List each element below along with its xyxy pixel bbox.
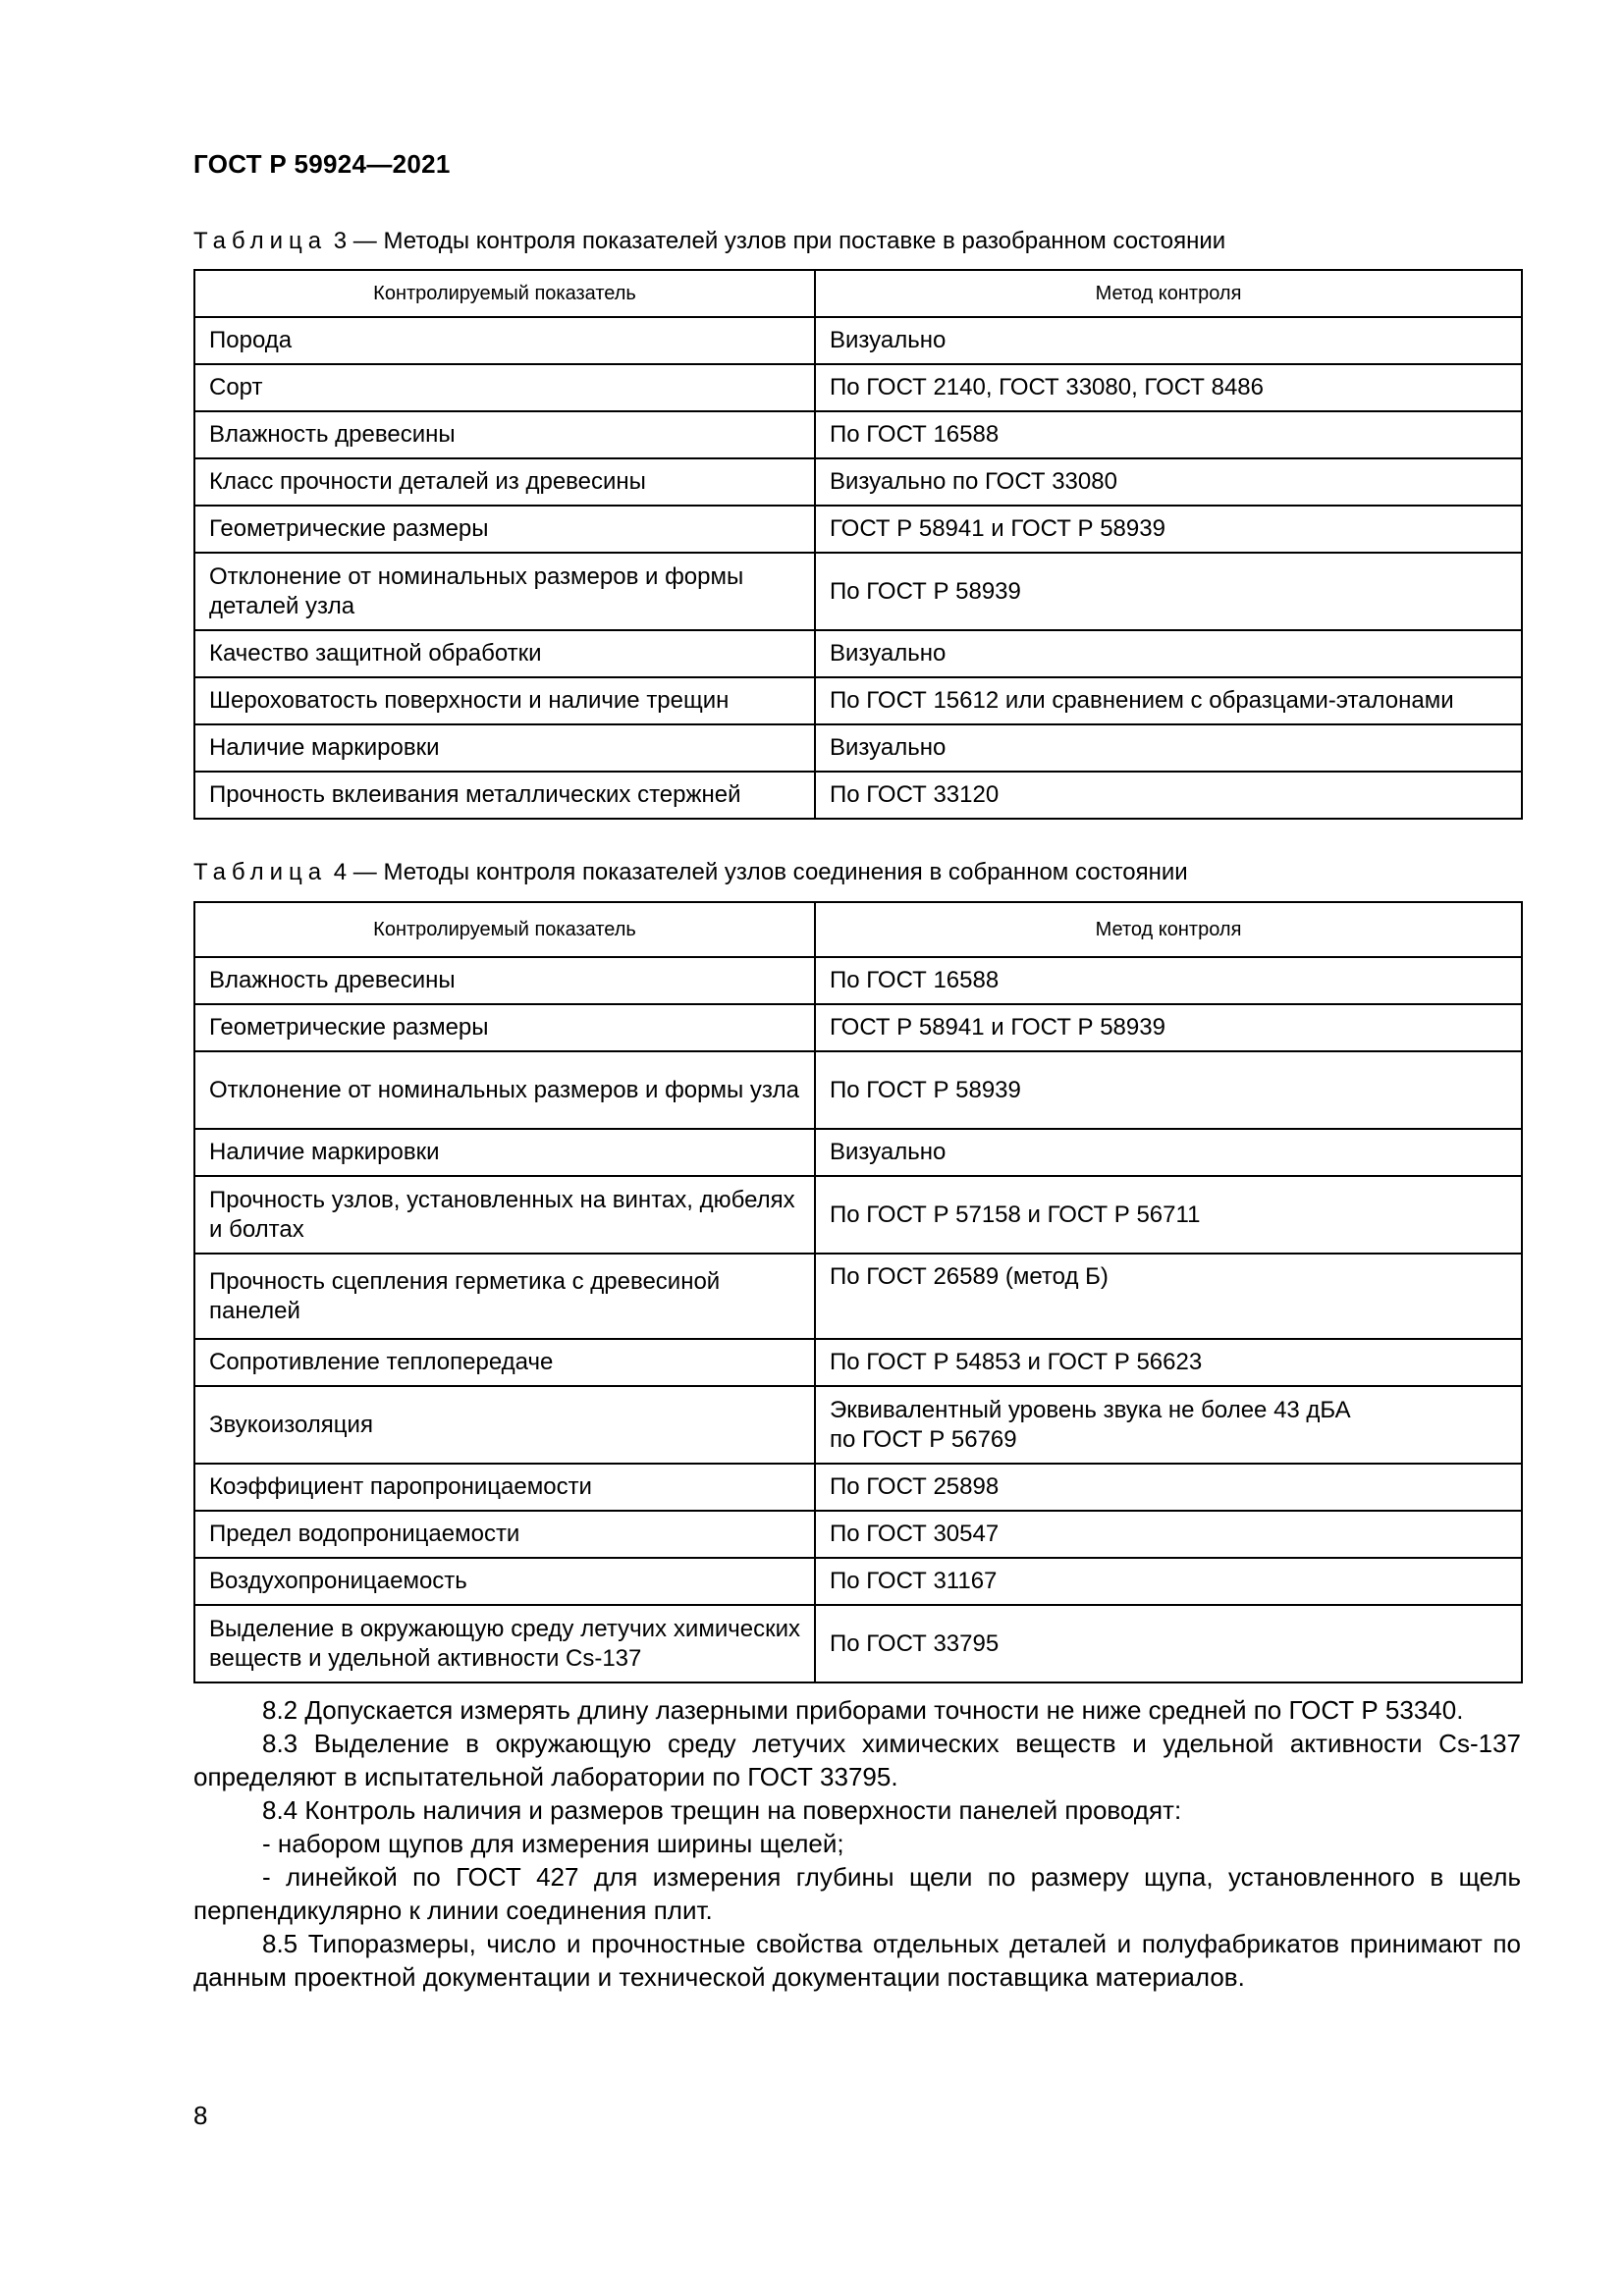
table4-caption-text: 4 — Методы контроля показателей узлов соединения в собранном состоянии xyxy=(327,859,1188,885)
list-item: - набором щупов для измерения ширины щелей; xyxy=(262,1829,844,1858)
table4-method-line: по ГОСТ Р 56769 xyxy=(830,1425,1017,1453)
table3-caption-text: 3 — Методы контроля показателей узлов при поставке в разобранном состоянии xyxy=(327,228,1226,254)
table-row xyxy=(194,506,1522,553)
table3-param: Шероховатость поверхности и наличие трещин xyxy=(194,677,815,724)
table4 xyxy=(193,901,1523,1683)
table3-param: Прочность вклеивания металлических стержней xyxy=(194,772,815,819)
table3-method: Визуально xyxy=(815,317,1522,364)
table3-col1-header: Контролируемый показатель xyxy=(194,270,815,317)
table-row xyxy=(194,364,1522,411)
table4-param: Предел водопроницаемости xyxy=(194,1511,815,1558)
table3-method: По ГОСТ Р 58939 xyxy=(815,553,1522,630)
table-row xyxy=(194,957,1522,1004)
body-text xyxy=(193,1693,1521,1994)
table-row xyxy=(194,677,1522,724)
table-row xyxy=(194,1605,1522,1682)
paragraph-8-2: 8.2 Допускается измерять длину лазерными приборами точности не ниже средней по ГОСТ Р 53340. xyxy=(262,1695,1464,1725)
table3-method: Визуально xyxy=(815,630,1522,677)
table-row xyxy=(194,1051,1522,1129)
table4-method: По ГОСТ 25898 xyxy=(815,1464,1522,1511)
table-row xyxy=(194,1254,1522,1339)
table3-method: По ГОСТ 33120 xyxy=(815,772,1522,819)
table4-method: По ГОСТ 30547 xyxy=(815,1511,1522,1558)
table3-header-row xyxy=(194,270,1522,317)
paragraph-8-4: 8.4 Контроль наличия и размеров трещин на поверхности панелей проводят: xyxy=(262,1795,1182,1825)
table4-method: По ГОСТ Р 57158 и ГОСТ Р 56711 xyxy=(815,1176,1522,1254)
table4-method: Визуально xyxy=(815,1129,1522,1176)
table4-param: Влажность древесины xyxy=(194,957,815,1004)
table3-method: По ГОСТ 15612 или сравнением с образцами-эталонами xyxy=(815,677,1522,724)
table4-param: Воздухопроницаемость xyxy=(194,1558,815,1605)
table-row xyxy=(194,553,1522,630)
page-number: 8 xyxy=(193,2101,208,2130)
table3-method: По ГОСТ 2140, ГОСТ 33080, ГОСТ 8486 xyxy=(815,364,1522,411)
table4-method-line: Эквивалентный уровень звука не более 43 дБА xyxy=(830,1396,1351,1423)
table-row xyxy=(194,1464,1522,1511)
paragraph-8-3: 8.3 Выделение в окружающую среду летучих химических веществ и удельной активности Cs-137 определяют в испытательной лаборатории по ГОСТ 33795. xyxy=(193,1729,1521,1791)
table3-param: Влажность древесины xyxy=(194,411,815,458)
table3-param: Порода xyxy=(194,317,815,364)
table4-param: Наличие маркировки xyxy=(194,1129,815,1176)
table4-param: Сопротивление теплопередаче xyxy=(194,1339,815,1386)
table4-param: Отклонение от номинальных размеров и формы узла xyxy=(194,1051,815,1129)
document-header: ГОСТ Р 59924—2021 xyxy=(193,149,451,179)
table-row xyxy=(194,1386,1522,1464)
table3-param: Качество защитной обработки xyxy=(194,630,815,677)
table-row xyxy=(194,772,1522,819)
table-row xyxy=(194,724,1522,772)
table4-method: По ГОСТ 16588 xyxy=(815,957,1522,1004)
table3-param: Класс прочности деталей из древесины xyxy=(194,458,815,506)
table3-caption xyxy=(193,228,1225,255)
table4-header-row xyxy=(194,902,1522,957)
table3-method: Визуально по ГОСТ 33080 xyxy=(815,458,1522,506)
table4-param: Звукоизоляция xyxy=(194,1386,815,1464)
table-row xyxy=(194,1176,1522,1254)
table3 xyxy=(193,269,1523,820)
table3-method: Визуально xyxy=(815,724,1522,772)
table-row xyxy=(194,317,1522,364)
table3-method: По ГОСТ 16588 xyxy=(815,411,1522,458)
table4-param: Выделение в окружающую среду летучих химических веществ и удельной активности Cs-137 xyxy=(194,1605,815,1682)
table4-caption-word: Таблица xyxy=(193,859,328,885)
table-row xyxy=(194,1004,1522,1051)
table-row xyxy=(194,411,1522,458)
table4-method xyxy=(815,1386,1522,1464)
table4-method: По ГОСТ 31167 xyxy=(815,1558,1522,1605)
paragraph-8-5: 8.5 Типоразмеры, число и прочностные свойства отдельных деталей и полуфабрикатов принимают по данным проектной документации и технической документации поставщика материалов. xyxy=(193,1929,1521,1992)
table3-param: Геометрические размеры xyxy=(194,506,815,553)
table4-method: ГОСТ Р 58941 и ГОСТ Р 58939 xyxy=(815,1004,1522,1051)
table4-col2-header: Метод контроля xyxy=(815,902,1522,957)
table4-method: По ГОСТ 33795 xyxy=(815,1605,1522,1682)
table4-param: Коэффициент паропроницаемости xyxy=(194,1464,815,1511)
table-row xyxy=(194,1339,1522,1386)
table-row xyxy=(194,1511,1522,1558)
table-row xyxy=(194,1558,1522,1605)
table4-method: По ГОСТ Р 58939 xyxy=(815,1051,1522,1129)
table4-method: По ГОСТ 26589 (метод Б) xyxy=(815,1254,1522,1339)
table4-caption xyxy=(193,859,1188,886)
table-row xyxy=(194,458,1522,506)
table3-method: ГОСТ Р 58941 и ГОСТ Р 58939 xyxy=(815,506,1522,553)
table3-param: Сорт xyxy=(194,364,815,411)
table3-caption-word: Таблица xyxy=(193,228,328,254)
list-item: - линейкой по ГОСТ 427 для измерения глубины щели по размеру щупа, установленного в щель перпендикулярно к линии соединения плит. xyxy=(193,1862,1521,1925)
table4-col1-header: Контролируемый показатель xyxy=(194,902,815,957)
table4-param: Геометрические размеры xyxy=(194,1004,815,1051)
table4-param: Прочность сцепления герметика с древесиной панелей xyxy=(194,1254,815,1339)
table3-param: Отклонение от номинальных размеров и формы деталей узла xyxy=(194,553,815,630)
table-row xyxy=(194,630,1522,677)
table4-method: По ГОСТ Р 54853 и ГОСТ Р 56623 xyxy=(815,1339,1522,1386)
table3-col2-header: Метод контроля xyxy=(815,270,1522,317)
table3-param: Наличие маркировки xyxy=(194,724,815,772)
table-row xyxy=(194,1129,1522,1176)
table4-param: Прочность узлов, установленных на винтах, дюбелях и болтах xyxy=(194,1176,815,1254)
